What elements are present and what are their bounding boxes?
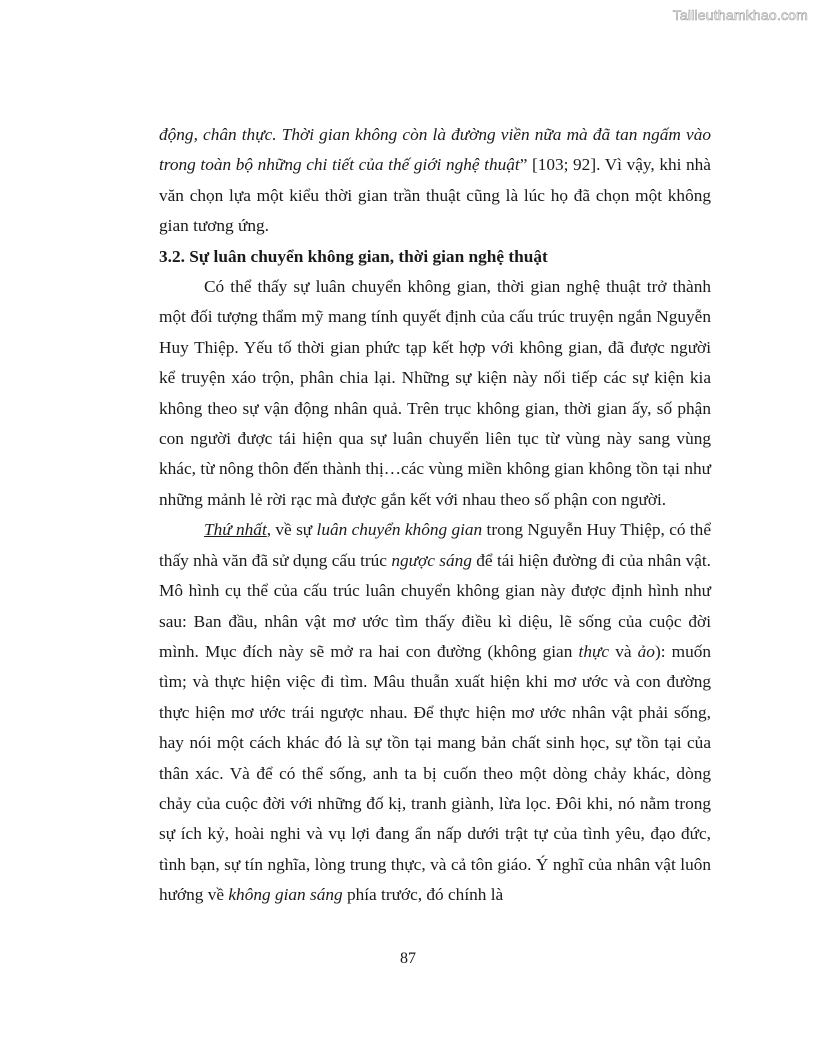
paragraph-first-point [159, 515, 711, 910]
text-run: và [609, 641, 638, 661]
paragraph-intro: Có thể thấy sự luân chuyển không gian, thời gian nghệ thuật trở thành một đối tượng thẩm mỹ mang tính quyết định của cấu trúc truyện ngắn Nguyễn Huy Thiệp. Yếu tố thời gian phức tạp kết hợp với không gian, đã được người kể truyện xáo trộn, phân chia lại. Những sự kiện này nối tiếp các sự kiện kia không theo sự vận động nhân quả. Trên trục không gian, thời gian ấy, số phận con người được tái hiện qua sự luân chuyển liên tục từ vùng này sang vùng khác, từ nông thôn đến thành thị…các vùng miền không gian không tồn tại như những mảnh lẻ rời rạc mà được gắn kết với nhau theo số phận con người. [159, 277, 711, 509]
page-body [159, 120, 711, 911]
emphasis-thuc: thực [578, 641, 610, 661]
text-run: trong Nguyễn Huy Thiệp, có thể thấy nhà văn đã sử dụng cấu trúc [159, 520, 711, 570]
page-number: 87 [400, 950, 416, 967]
emphasis-nguoc-sang: ngược sáng [391, 550, 472, 570]
text-run: phía trước, đó chính là [342, 885, 504, 905]
italic-quote: động, chân thực. Thời gian không còn là đường viền nữa mà đã tan ngấm vào trong toàn bộ những chi tiết của thế giới nghệ thuật [159, 125, 711, 175]
text-run: ): muốn tìm; và thực hiện việc đi tìm. Mâu thuẫn xuất hiện khi mơ ước và con đường thực hiện mơ ước trái ngược nhau. Để thực hiện mơ ước nhân vật phải sống, hay nói một cách khác đó là sự tồn tại mang bản chất sinh học, sự tồn tại của thân xác. Và để có thể sống, anh ta bị cuốn theo một dòng chảy khác, dòng chảy của cuộc đời với những đố kị, tranh giành, lừa lọc. Đôi khi, nó nằm trong sự ích kỷ, hoài nghi và vụ lợi đang ẩn nấp dưới trật tự của tình yêu, đạo đức, tình bạn, sự tín nghĩa, lòng trung thực, và cả tôn giáo. Ý nghĩ của nhân vật luôn hướng về [159, 641, 711, 905]
text-run: để tái hiện đường đi của nhân vật. Mô hình cụ thể của cấu trúc luân chuyển không gian này được định hình như sau: Ban đầu, nhân vật mơ ước tìm thấy điều kì diệu, lẽ sống của cuộc đời mình. Mục đích này sẽ mở ra hai con đường (không gian [159, 550, 711, 661]
paragraph-continuation [159, 120, 711, 242]
emphasis-khong-gian-sang: không gian sáng [228, 885, 343, 905]
text-run: , về sự [266, 520, 317, 540]
quote-reference: ” [103; 92]. Vì vậy, khi nhà văn chọn lựa một kiểu thời gian trần thuật cũng là lúc họ đã chọn một không gian tương ứng. [159, 155, 711, 236]
emphasis-luan-chuyen: luân chuyển không gian [316, 520, 483, 540]
section-heading: 3.2. Sự luân chuyển không gian, thời gian nghệ thuật [159, 246, 548, 266]
emphasis-thu-nhat: Thứ nhất [204, 520, 267, 540]
watermark: Tailieuthamkhao.com [672, 7, 808, 23]
emphasis-ao: ảo [637, 641, 655, 661]
